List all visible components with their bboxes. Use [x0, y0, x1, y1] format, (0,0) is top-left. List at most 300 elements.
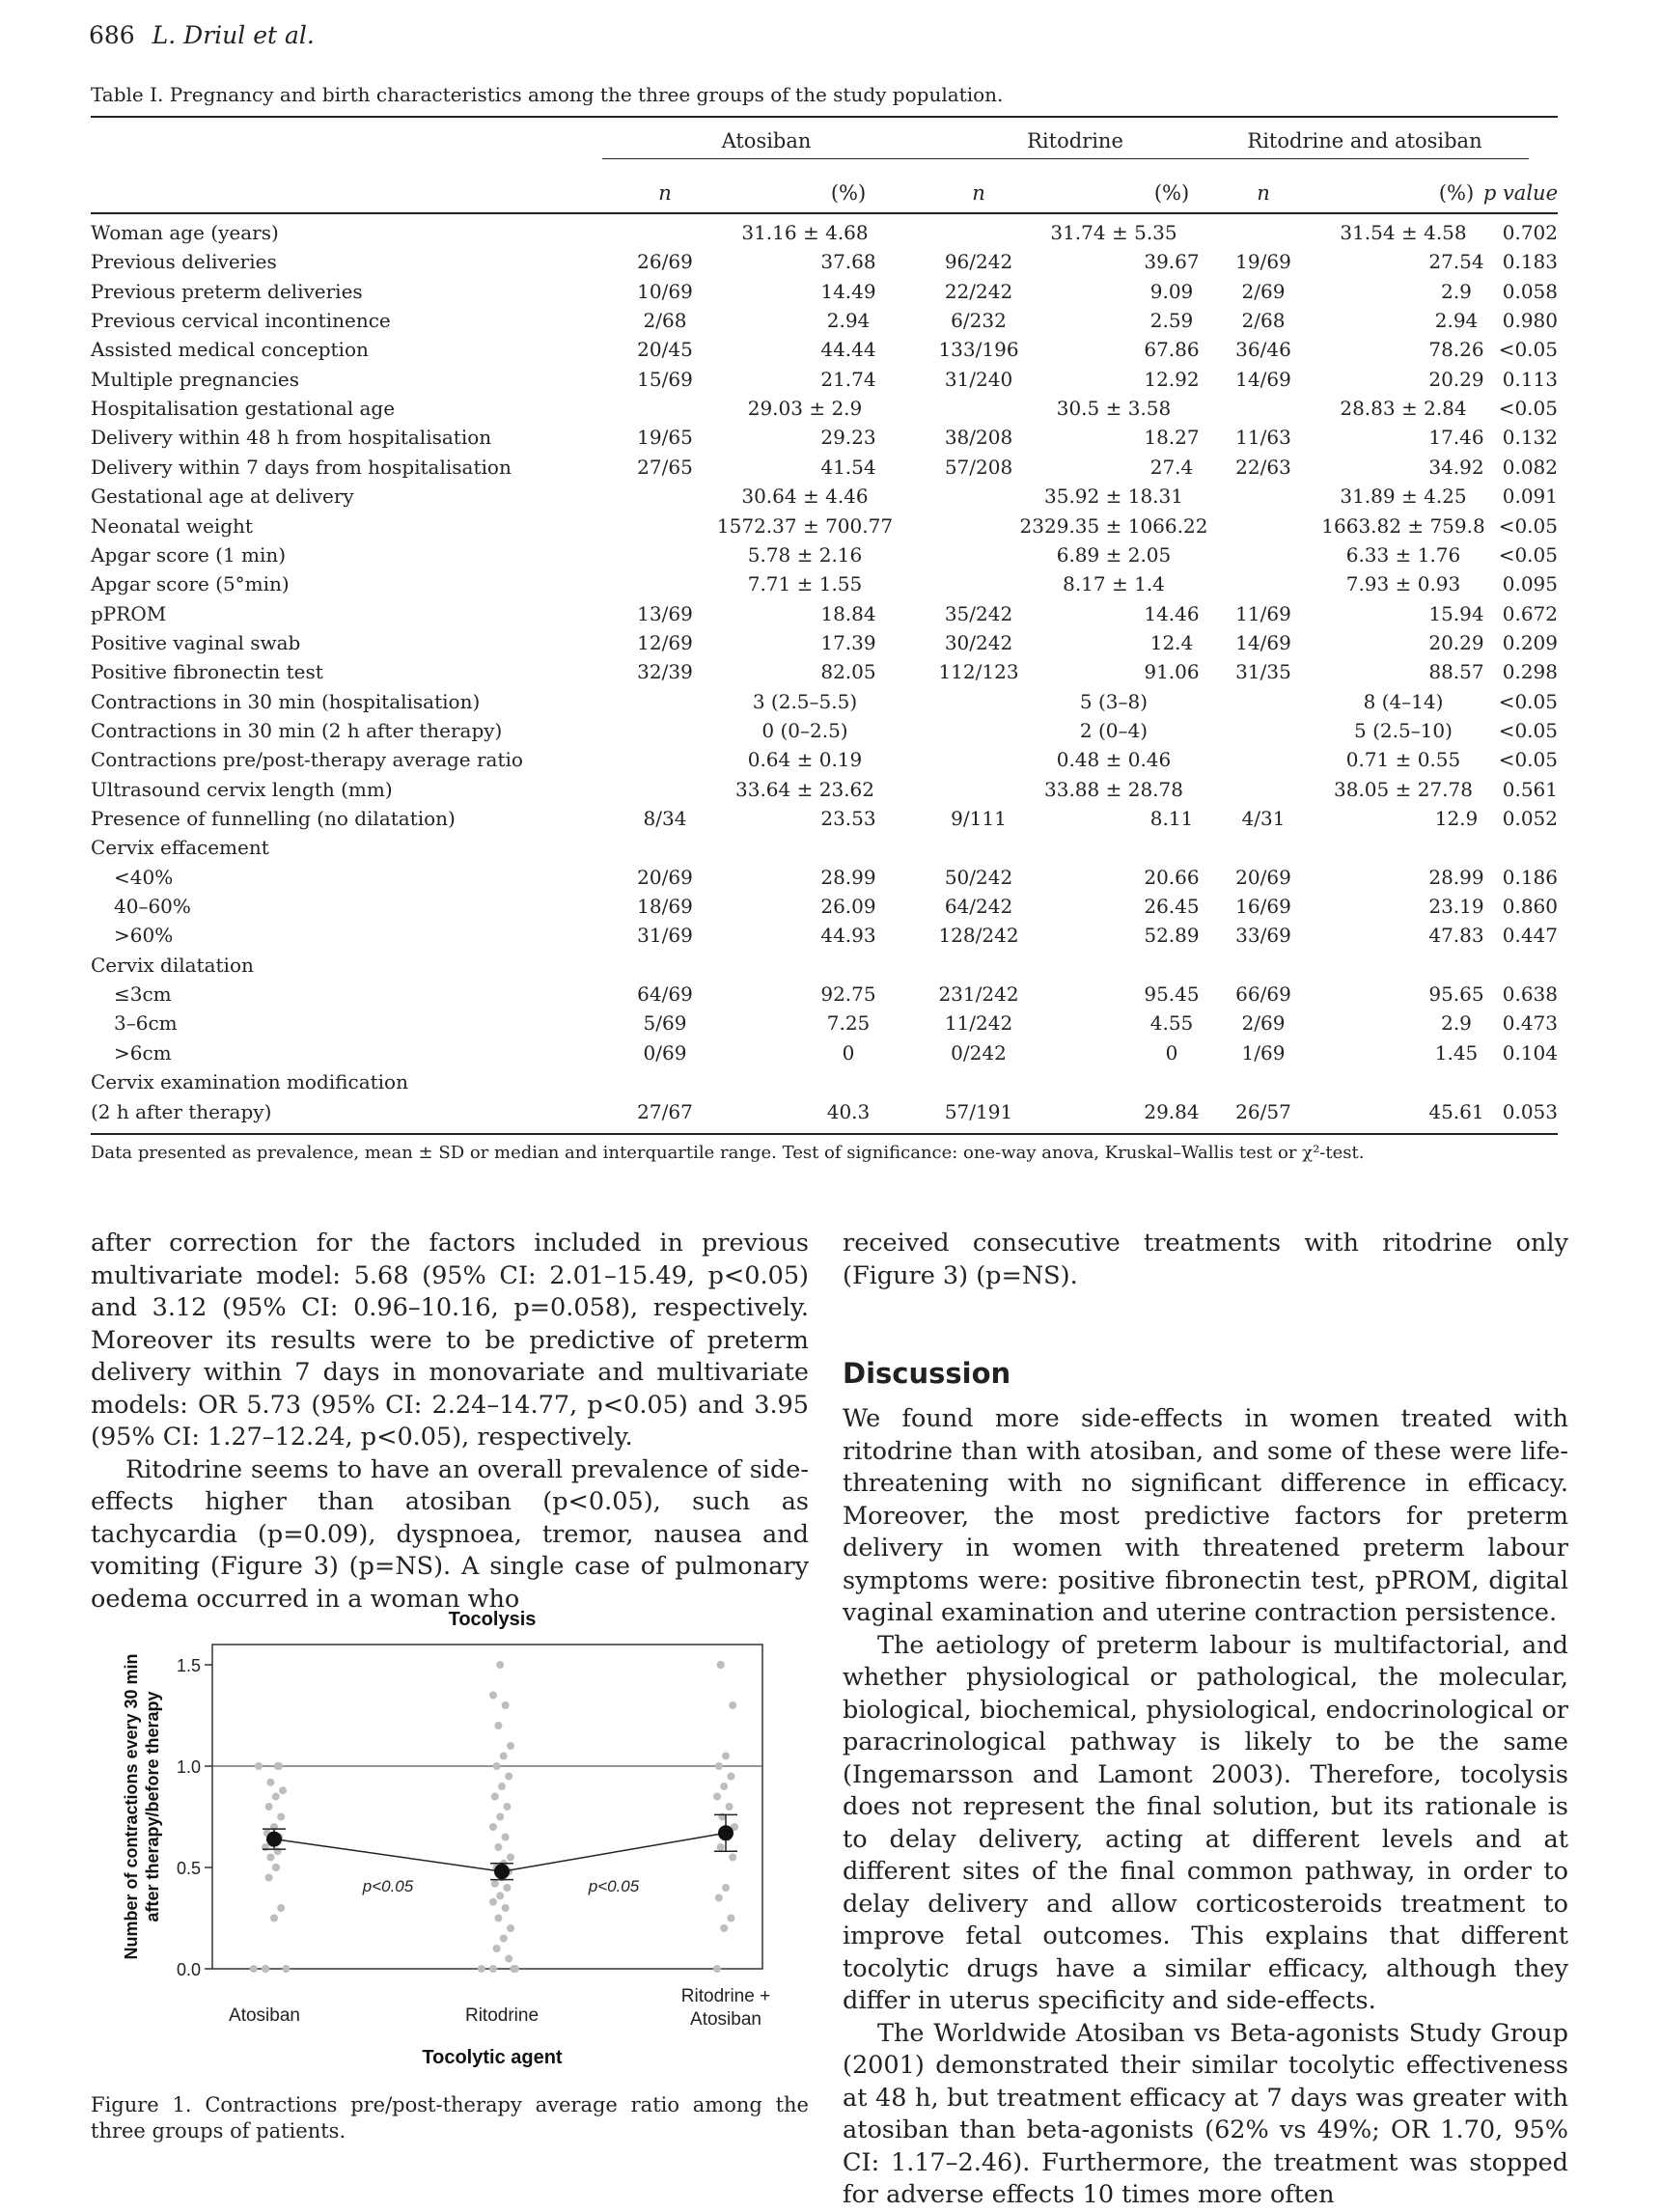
cell-pvalue: 0.113: [1502, 367, 1558, 391]
cell-combined-n: 11/63: [1235, 426, 1291, 450]
data-point: [496, 1892, 504, 1899]
data-point: [507, 1854, 514, 1862]
row-label: Contractions in 30 min (2 h after therapy): [91, 718, 503, 742]
data-point: [722, 1753, 730, 1760]
figure-1: [91, 1590, 824, 2092]
cell-pvalue: 0.052: [1502, 807, 1558, 830]
cell-pvalue: <0.05: [1498, 513, 1558, 538]
data-point: [265, 1803, 273, 1811]
cell-combined: 38.05 ± 27.78: [1334, 777, 1473, 801]
figure-caption: Figure 1. Contractions pre/post-therapy average ratio among the three groups of patients.: [91, 2093, 809, 2143]
row-label: Contractions in 30 min (hospitalisation): [91, 689, 481, 713]
row-label: Cervix examination modification: [91, 1070, 408, 1094]
cell-pvalue: <0.05: [1498, 718, 1558, 742]
right-column-text: [843, 1228, 1568, 1292]
cell-ritodrine-n: 6/232: [951, 309, 1007, 333]
cell-pvalue: 0.091: [1502, 484, 1558, 509]
col-pct: (%): [1438, 181, 1475, 205]
data-point: [491, 1793, 499, 1801]
cell-ritodrine-pct: 27.4: [1149, 455, 1194, 479]
cell-combined: 8 (4–14): [1363, 689, 1444, 713]
cell-ritodrine-pct: 2.59: [1149, 309, 1194, 333]
cell-atosiban-n: 5/69: [643, 1011, 687, 1036]
cell-atosiban-pct: 7.25: [826, 1011, 871, 1036]
cell-combined-n: 66/69: [1235, 982, 1291, 1007]
row-label: Delivery within 7 days from hospitalisation: [91, 455, 512, 479]
data-point: [266, 1854, 274, 1862]
cell-pvalue: 0.672: [1502, 601, 1558, 625]
tocolysis-chart: [91, 1590, 824, 2092]
cell-atosiban: 5.78 ± 2.16: [747, 542, 863, 567]
data-point: [713, 1965, 721, 1973]
cell-combined-n: 36/46: [1235, 338, 1291, 362]
paragraph: We found more side-effects in women treated with ritodrine than with atosiban, and some of these were life-threatening with no significant difference in efficacy. Moreover, the most predictive factors for preterm delivery in women with threatened preterm labour symptoms were: positive fibronectin test, pPROM, digital vaginal examination and uterine contraction persistence.: [843, 1404, 1568, 1627]
cell-combined-pct: 2.9: [1441, 279, 1472, 303]
data-point: [713, 1793, 721, 1801]
cell-atosiban: 3 (2.5–5.5): [752, 689, 858, 713]
y-axis-title-line: after therapy/before therapy: [143, 1691, 162, 1922]
row-label: Cervix dilatation: [91, 953, 254, 977]
paragraph: The Worldwide Atosiban vs Beta-agonists Study Group (2001) demonstrated their similar tocolytic effectiveness at 48 h, but treatment efficacy at 7 days was greater with atosiban than beta-agonists (62% vs 49%; OR 1.70, 95% CI: 1.17–2.46). Furthermore, the treatment was stopped for adverse effects 10 times more often: [843, 2018, 1568, 2209]
data-point: [717, 1843, 725, 1851]
cell-combined-n: 2/69: [1241, 279, 1286, 303]
cell-combined-pct: 45.61: [1428, 1099, 1484, 1123]
cell-atosiban-pct: 44.93: [820, 924, 876, 948]
cell-ritodrine-n: 64/242: [944, 895, 1013, 919]
data-point: [277, 1813, 285, 1821]
row-label: Previous deliveries: [91, 250, 277, 274]
data-point: [507, 1924, 514, 1932]
cell-combined: 1663.82 ± 759.8: [1321, 513, 1485, 538]
cell-ritodrine: 0.48 ± 0.46: [1056, 748, 1172, 772]
cell-pvalue: 0.183: [1502, 250, 1558, 274]
row-label: Cervix effacement: [91, 836, 269, 860]
cell-combined: 0.71 ± 0.55: [1345, 748, 1461, 772]
cell-combined-pct: 1.45: [1434, 1040, 1479, 1065]
data-point: [502, 1904, 510, 1912]
cell-combined-n: 2/69: [1241, 1011, 1286, 1036]
col-pvalue: [1461, 181, 1558, 205]
group-header-atosiban: Atosiban: [721, 129, 812, 152]
cell-combined-pct: 20.29: [1428, 367, 1484, 391]
cell-ritodrine-pct: 52.89: [1144, 924, 1200, 948]
cell-atosiban: 33.64 ± 23.62: [735, 777, 874, 801]
cell-ritodrine-n: 0/242: [951, 1040, 1007, 1065]
data-point: [494, 1722, 502, 1729]
row-label: >60%: [114, 924, 174, 948]
cell-combined-n: 33/69: [1235, 924, 1291, 948]
cell-atosiban-n: 20/45: [637, 338, 693, 362]
group-underline: [602, 158, 911, 159]
cell-ritodrine-n: 96/242: [944, 250, 1013, 274]
row-label: Delivery within 48 h from hospitalisation: [91, 426, 492, 450]
data-point: [496, 1813, 504, 1821]
cell-ritodrine-n: 57/191: [944, 1099, 1013, 1123]
col-n: n: [1257, 181, 1270, 205]
cell-atosiban-n: 32/39: [637, 660, 693, 684]
data-point: [715, 1762, 723, 1770]
data-point: [717, 1661, 725, 1669]
mean-marker: [494, 1864, 510, 1879]
cell-combined: 7.93 ± 0.93: [1345, 572, 1461, 596]
data-point: [503, 1803, 511, 1811]
data-point: [489, 1823, 497, 1831]
data-point: [502, 1701, 510, 1709]
cell-combined-n: 2/68: [1241, 309, 1286, 333]
row-label: Previous cervical incontinence: [91, 309, 391, 333]
cell-ritodrine-pct: 26.45: [1144, 895, 1200, 919]
cell-ritodrine-pct: 67.86: [1144, 338, 1200, 362]
data-point: [720, 1783, 728, 1790]
cell-ritodrine-n: 128/242: [938, 924, 1019, 948]
data-point: [262, 1965, 269, 1973]
data-point: [250, 1965, 258, 1973]
cell-combined-pct: 2.9: [1441, 1011, 1472, 1036]
data-point: [502, 1834, 510, 1841]
cell-ritodrine-pct: 12.92: [1144, 367, 1200, 391]
cell-pvalue: 0.473: [1502, 1011, 1558, 1036]
cell-ritodrine: 35.92 ± 18.31: [1044, 484, 1183, 509]
cell-pvalue: 0.638: [1502, 982, 1558, 1007]
y-tick-label: 1.0: [176, 1757, 201, 1777]
row-label: Hospitalisation gestational age: [91, 397, 396, 421]
cell-pvalue: 0.186: [1502, 865, 1558, 889]
y-tick-label: 0.5: [176, 1859, 201, 1878]
col-n: n: [658, 181, 672, 205]
cell-atosiban-pct: 2.94: [826, 309, 871, 333]
data-point: [275, 1762, 283, 1770]
cell-ritodrine-n: 30/242: [944, 630, 1013, 654]
cell-atosiban-pct: 82.05: [820, 660, 876, 684]
cell-combined-n: 26/57: [1235, 1099, 1291, 1123]
cell-ritodrine-n: 133/196: [938, 338, 1019, 362]
cell-combined-n: 14/69: [1235, 630, 1291, 654]
cell-combined-n: 1/69: [1241, 1040, 1286, 1065]
cell-pvalue: 0.053: [1502, 1099, 1558, 1123]
data-point: [505, 1773, 512, 1781]
cell-atosiban: 0 (0–2.5): [761, 718, 848, 742]
row-label: 40–60%: [114, 895, 191, 919]
table-bottom-rule: [91, 1133, 1558, 1135]
cell-combined: 31.54 ± 4.58: [1340, 221, 1467, 244]
data-point: [722, 1884, 730, 1892]
cell-atosiban-pct: 92.75: [820, 982, 876, 1007]
data-point: [279, 1786, 287, 1794]
data-point: [272, 1793, 280, 1801]
cell-atosiban-n: 13/69: [637, 601, 693, 625]
cell-combined-pct: 88.57: [1428, 660, 1484, 684]
cell-ritodrine: 30.5 ± 3.58: [1056, 397, 1172, 421]
group-header-combined: Ritodrine and atosiban: [1247, 129, 1482, 152]
cell-pvalue: <0.05: [1498, 338, 1558, 362]
cell-combined-pct: 78.26: [1428, 338, 1484, 362]
cell-atosiban: 31.16 ± 4.68: [741, 221, 869, 244]
x-tick-label: [681, 1986, 770, 2030]
data-point: [272, 1864, 280, 1871]
section-heading: Discussion: [843, 1357, 1011, 1390]
row-label: Presence of funnelling (no dilatation): [91, 807, 456, 830]
cell-combined-pct: 34.92: [1428, 455, 1484, 479]
cell-ritodrine-pct: 95.45: [1144, 982, 1200, 1007]
x-tick-label: Atosiban: [229, 2005, 300, 2026]
paragraph: after correction for the factors included in previous multivariate model: 5.68 (95% CI: 2.01–15.49, p<0.05) and 3.12 (95% CI: 0.96–10.16, p=0.058), respectively. Moreover its results were to be predictive of preterm delivery within 7 days in monovariate and multivariate models: OR 5.73 (95% CI: 2.24–14.77, p<0.05) and 3.95 (95% CI: 1.27–12.24, p<0.05), respectively.: [91, 1229, 809, 1452]
cell-atosiban-pct: 28.99: [820, 865, 876, 889]
cell-combined: 31.89 ± 4.25: [1340, 484, 1467, 509]
x-tick-label-line: Ritodrine +: [680, 1986, 771, 2006]
cell-atosiban-n: 0/69: [643, 1040, 687, 1065]
row-label: (2 h after therapy): [91, 1099, 272, 1123]
data-point: [500, 1753, 508, 1760]
row-label: Previous preterm deliveries: [91, 279, 363, 303]
running-head: [89, 21, 315, 49]
cell-ritodrine: 2329.35 ± 1066.22: [1019, 513, 1208, 538]
significance-label: p<0.05: [588, 1877, 640, 1896]
paragraph: The aetiology of preterm labour is multifactorial, and whether physiological or pathological, the molecular, biological, biochemical, physiological, endocrinological or paracrinological pathway is likely to be the same (Ingemarsson and Lamont 2003). Therefore, tocolysis does not represent the final solution, but its rationale is to delay delivery, acting at different levels and at different sites of the final common pathway, in order to delay delivery and allow corticosteroids treatment to improve fetal outcomes. This explains that different tocolytic drugs have a similar efficacy, although they differ in uterus specificity and side-effects.: [843, 1630, 1568, 2015]
cell-atosiban-n: 31/69: [637, 924, 693, 948]
cell-atosiban-pct: 23.53: [820, 807, 876, 830]
cell-atosiban-pct: 29.23: [820, 426, 876, 450]
cell-atosiban-n: 19/65: [637, 426, 693, 450]
cell-ritodrine-pct: 39.67: [1144, 250, 1200, 274]
x-axis-title: Tocolytic agent: [422, 2047, 563, 2068]
row-label: <40%: [114, 865, 174, 889]
chart-title: Tocolysis: [448, 1609, 537, 1630]
cell-ritodrine-pct: 29.84: [1144, 1099, 1200, 1123]
cell-combined-n: 31/35: [1235, 660, 1291, 684]
data-point: [489, 1692, 497, 1700]
cell-ritodrine: 6.89 ± 2.05: [1056, 542, 1172, 567]
data-point: [729, 1701, 736, 1709]
row-label: pPROM: [91, 601, 167, 625]
y-axis-title: [122, 1653, 162, 1959]
discussion-text: [843, 1403, 1568, 2212]
cell-ritodrine-n: 9/111: [951, 807, 1007, 830]
cell-atosiban-pct: 37.68: [820, 250, 876, 274]
cell-atosiban: 29.03 ± 2.9: [747, 397, 863, 421]
cell-combined-n: 16/69: [1235, 895, 1291, 919]
data-point: [726, 1803, 734, 1811]
cell-combined-n: 20/69: [1235, 865, 1291, 889]
data-point: [265, 1874, 273, 1882]
cell-pvalue: 0.104: [1502, 1040, 1558, 1065]
cell-atosiban-pct: 14.49: [820, 279, 876, 303]
mean-marker: [718, 1825, 734, 1840]
data-point: [507, 1742, 514, 1750]
row-label: Woman age (years): [91, 221, 279, 244]
data-point: [493, 1762, 501, 1770]
row-label: Neonatal weight: [91, 513, 253, 538]
cell-atosiban-n: 27/65: [637, 455, 693, 479]
col-n: n: [972, 181, 985, 205]
cell-pvalue: 0.447: [1502, 924, 1558, 948]
cell-ritodrine: 5 (3–8): [1079, 689, 1149, 713]
data-point: [727, 1915, 734, 1922]
cell-ritodrine-pct: 18.27: [1144, 426, 1200, 450]
cell-ritodrine-n: 50/242: [944, 865, 1013, 889]
cell-atosiban-n: 8/34: [643, 807, 687, 830]
cell-combined: 28.83 ± 2.84: [1340, 397, 1467, 421]
x-tick-label-line: Atosiban: [690, 2009, 761, 2030]
cell-pvalue: 0.561: [1502, 777, 1558, 801]
cell-pvalue: 0.298: [1502, 660, 1558, 684]
cell-pvalue: 0.058: [1502, 279, 1558, 303]
table-note: Data presented as prevalence, mean ± SD or median and interquartile range. Test of significance: one-way anova, Kruskal–Wallis test or χ²-test.: [91, 1143, 1365, 1163]
cell-ritodrine-n: 57/208: [944, 455, 1013, 479]
cell-atosiban-n: 20/69: [637, 865, 693, 889]
cell-pvalue: <0.05: [1498, 689, 1558, 713]
y-tick-label: 1.5: [176, 1656, 201, 1675]
cell-pvalue: 0.860: [1502, 895, 1558, 919]
cell-combined-pct: 27.54: [1428, 250, 1484, 274]
cell-ritodrine-pct: 0: [1165, 1040, 1178, 1065]
group-header-ritodrine: Ritodrine: [1027, 129, 1123, 152]
row-label: Positive vaginal swab: [91, 630, 301, 654]
row-label: Contractions pre/post-therapy average ratio: [91, 748, 523, 772]
paragraph: Ritodrine seems to have an overall prevalence of side-effects higher than atosiban (p<0.05), such as tachycardia (p=0.09), dyspnoea, tremor, nausea and vomiting (Figure 3) (p=NS). A single case of pulmonary oedema occurred in a woman who: [91, 1454, 809, 1614]
cell-combined-pct: 20.29: [1428, 630, 1484, 654]
data-point: [255, 1762, 263, 1770]
cell-ritodrine-pct: 4.55: [1149, 1011, 1194, 1036]
cell-pvalue: 0.980: [1502, 309, 1558, 333]
data-point: [500, 1935, 508, 1943]
data-point: [478, 1965, 485, 1973]
cell-atosiban-pct: 21.74: [820, 367, 876, 391]
data-point: [282, 1965, 290, 1973]
cell-atosiban-n: 12/69: [637, 630, 693, 654]
data-point: [498, 1783, 506, 1790]
authors: L. Driul et al.: [152, 21, 315, 49]
cell-atosiban-n: 10/69: [637, 279, 693, 303]
data-point: [493, 1945, 501, 1952]
data-point: [494, 1843, 502, 1851]
data-point: [494, 1915, 502, 1922]
row-label: 3–6cm: [114, 1011, 178, 1036]
cell-pvalue: 0.082: [1502, 455, 1558, 479]
cell-atosiban-n: 27/67: [637, 1099, 693, 1123]
cell-atosiban-pct: 18.84: [820, 601, 876, 625]
cell-atosiban: 30.64 ± 4.46: [741, 484, 869, 509]
cell-atosiban-pct: 17.39: [820, 630, 876, 654]
cell-combined-n: 19/69: [1235, 250, 1291, 274]
cell-atosiban-n: 15/69: [637, 367, 693, 391]
cell-combined-pct: 2.94: [1434, 309, 1479, 333]
cell-ritodrine-pct: 12.4: [1149, 630, 1194, 654]
data-point: [727, 1773, 734, 1781]
cell-combined-pct: 28.99: [1428, 865, 1484, 889]
data-point: [266, 1779, 274, 1786]
y-tick-label: 0.0: [176, 1960, 201, 1979]
data-point: [505, 1955, 512, 1963]
cell-pvalue: <0.05: [1498, 748, 1558, 772]
cell-combined-n: 22/63: [1235, 455, 1291, 479]
x-tick-label: Ritodrine: [464, 2005, 540, 2026]
cell-ritodrine-pct: 91.06: [1144, 660, 1200, 684]
cell-ritodrine: 8.17 ± 1.4: [1063, 572, 1165, 596]
data-point: [729, 1854, 736, 1862]
cell-atosiban-n: 18/69: [637, 895, 693, 919]
cell-combined-pct: 17.46: [1428, 426, 1484, 450]
page-number: 686: [89, 21, 135, 49]
cell-ritodrine-n: 38/208: [944, 426, 1013, 450]
paragraph: received consecutive treatments with ritodrine only (Figure 3) (p=NS).: [843, 1229, 1568, 1290]
cell-combined: 6.33 ± 1.76: [1345, 542, 1461, 567]
left-column-text: [91, 1228, 809, 1616]
cell-ritodrine-pct: 8.11: [1149, 807, 1194, 830]
row-label: ≤3cm: [114, 982, 172, 1007]
row-label: Apgar score (5°min): [91, 572, 290, 596]
row-label: Apgar score (1 min): [91, 542, 287, 567]
mean-marker: [266, 1832, 282, 1847]
row-label: Positive fibronectin test: [91, 660, 323, 684]
cell-combined-n: 4/31: [1241, 807, 1286, 830]
row-label: Gestational age at delivery: [91, 484, 354, 509]
cell-ritodrine-n: 31/240: [944, 367, 1013, 391]
cell-ritodrine: 2 (0–4): [1079, 718, 1149, 742]
significance-label: p<0.05: [362, 1877, 414, 1896]
cell-atosiban-pct: 0: [842, 1040, 855, 1065]
row-label: Assisted medical conception: [91, 338, 369, 362]
y-axis-title-line: Number of contractions every 30 min: [122, 1653, 141, 1960]
cell-ritodrine-n: 22/242: [944, 279, 1013, 303]
cell-ritodrine: 31.74 ± 5.35: [1050, 221, 1177, 244]
cell-ritodrine-n: 112/123: [938, 660, 1019, 684]
cell-atosiban: 1572.37 ± 700.77: [716, 513, 894, 538]
row-label: >6cm: [114, 1040, 172, 1065]
row-label: Multiple pregnancies: [91, 367, 299, 391]
cell-atosiban: 7.71 ± 1.55: [747, 572, 863, 596]
col-pct: (%): [830, 181, 867, 205]
cell-atosiban-n: 2/68: [643, 309, 687, 333]
cell-combined-n: 11/69: [1235, 601, 1291, 625]
cell-pvalue: <0.05: [1498, 542, 1558, 567]
cell-atosiban: 0.64 ± 0.19: [747, 748, 863, 772]
cell-pvalue: 0.132: [1502, 426, 1558, 450]
cell-atosiban-pct: 26.09: [820, 895, 876, 919]
cell-combined-pct: 95.65: [1428, 982, 1484, 1007]
cell-ritodrine-n: 35/242: [944, 601, 1013, 625]
cell-combined-pct: 15.94: [1428, 601, 1484, 625]
col-pvalue-text: p value: [1482, 181, 1558, 205]
cell-ritodrine-n: 231/242: [938, 982, 1019, 1007]
table-header-rule: [91, 212, 1558, 214]
group-underline: [1205, 158, 1529, 159]
cell-atosiban-n: 26/69: [637, 250, 693, 274]
cell-ritodrine-n: 11/242: [944, 1011, 1013, 1036]
data-point: [489, 1965, 497, 1973]
data-point: [270, 1915, 278, 1922]
table-caption: Table I. Pregnancy and birth characteristics among the three groups of the study population.: [91, 83, 1004, 106]
cell-ritodrine: 33.88 ± 28.78: [1044, 777, 1183, 801]
cell-combined-pct: 23.19: [1428, 895, 1484, 919]
data-point: [277, 1904, 285, 1912]
plot-frame: [212, 1645, 762, 1969]
data-point: [496, 1661, 504, 1669]
cell-combined-pct: 47.83: [1428, 924, 1484, 948]
data-point: [489, 1898, 497, 1906]
cell-ritodrine-pct: 9.09: [1149, 279, 1194, 303]
cell-combined-pct: 12.9: [1434, 807, 1479, 830]
cell-atosiban-pct: 41.54: [820, 455, 876, 479]
cell-ritodrine-pct: 14.46: [1144, 601, 1200, 625]
cell-pvalue: 0.702: [1502, 221, 1558, 244]
cell-pvalue: 0.209: [1502, 630, 1558, 654]
cell-combined: 5 (2.5–10): [1354, 718, 1453, 742]
data-point: [715, 1894, 723, 1902]
col-pct: (%): [1153, 181, 1190, 205]
cell-pvalue: <0.05: [1498, 397, 1558, 421]
data-point: [503, 1884, 511, 1892]
cell-combined-n: 14/69: [1235, 367, 1291, 391]
